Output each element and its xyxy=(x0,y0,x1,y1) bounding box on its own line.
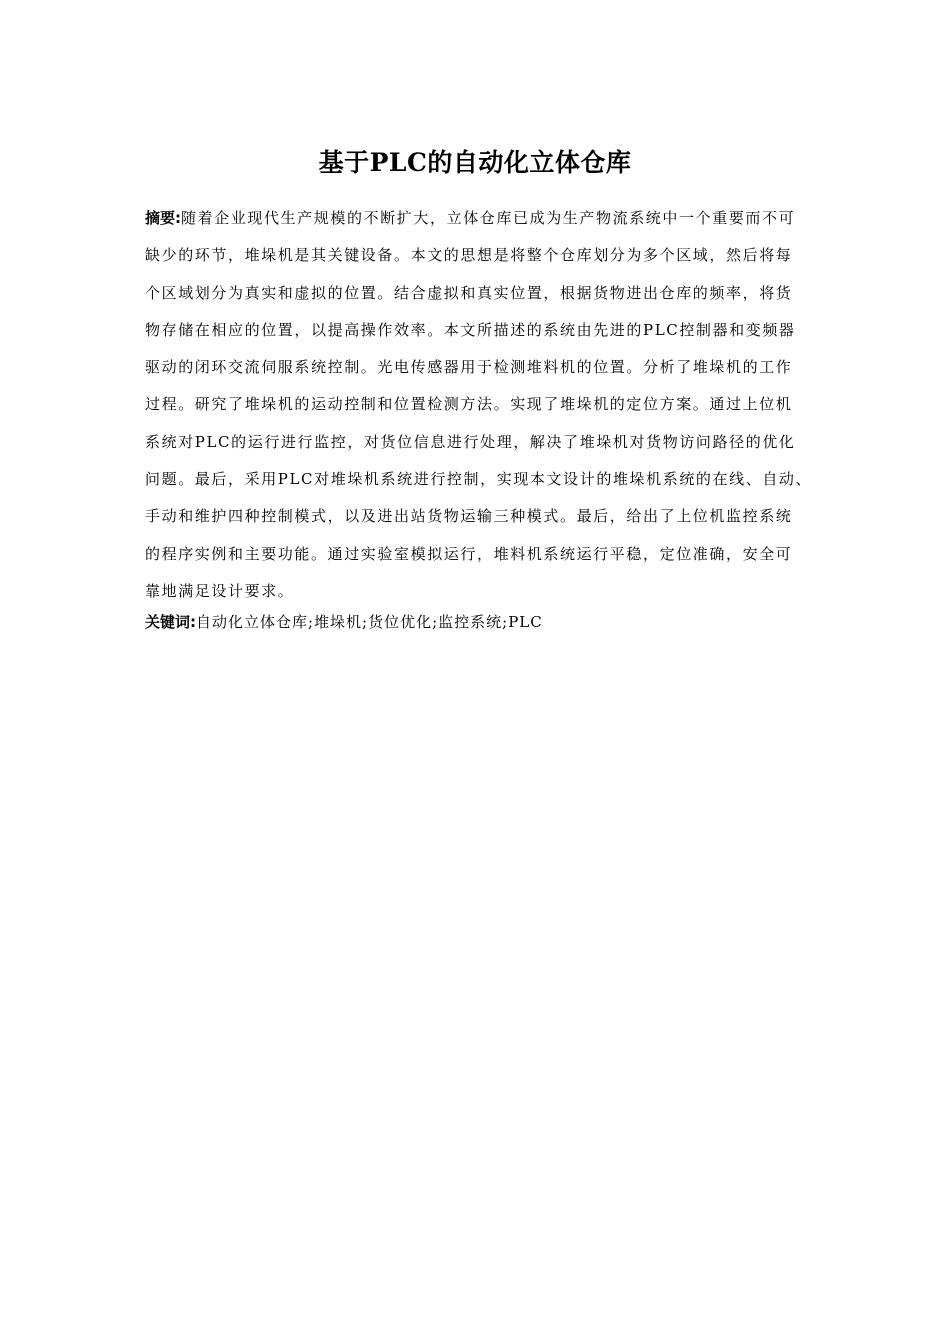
abstract-line: 驱动的闭环交流伺服系统控制。光电传感器用于检测堆料机的位置。分析了堆垛机的工作 xyxy=(145,358,793,377)
abstract-label: 摘要: xyxy=(145,209,181,227)
abstract-line: 缺少的环节，堆垛机是其关键设备。本文的思想是将整个仓库划分为多个区域，然后将每 xyxy=(145,246,793,265)
abstract-line: 手动和维护四种控制模式，以及进出站货物运输三种模式。最后，给出了上位机监控系统 xyxy=(145,507,793,526)
abstract-line: 个区域划分为真实和虚拟的位置。结合虚拟和真实位置，根据货物进出仓库的频率，将货 xyxy=(145,283,793,302)
keywords-label: 关键词: xyxy=(145,613,196,631)
keywords-text: 自动化立体仓库;堆垛机;货位优化;监控系统;PLC xyxy=(196,613,543,631)
abstract-line: 的程序实例和主要功能。通过实验室模拟运行，堆料机系统运行平稳，定位准确，安全可 xyxy=(145,544,793,563)
keywords-section xyxy=(145,604,817,641)
abstract-line: 问题。最后，采用PLC对堆垛机系统进行控制，实现本文设计的堆垛机系统的在线、自动、 xyxy=(145,470,813,489)
document-title: 基于PLC的自动化立体仓库 xyxy=(318,148,632,177)
abstract-section xyxy=(145,200,817,610)
abstract-line: 系统对PLC的运行进行监控，对货位信息进行处理，解决了堆垛机对货物访问路径的优化 xyxy=(145,432,796,451)
abstract-line xyxy=(145,200,817,237)
abstract-line: 过程。研究了堆垛机的运动控制和位置检测方法。实现了堆垛机的定位方案。通过上位机 xyxy=(145,395,793,414)
abstract-line: 靠地满足设计要求。 xyxy=(145,581,295,600)
abstract-line: 物存储在相应的位置，以提高操作效率。本文所描述的系统由先进的PLC控制器和变频器 xyxy=(145,320,796,339)
abstract-text: 随着企业现代生产规模的不断扩大，立体仓库已成为生产物流系统中一个重要而不可 xyxy=(181,209,796,227)
